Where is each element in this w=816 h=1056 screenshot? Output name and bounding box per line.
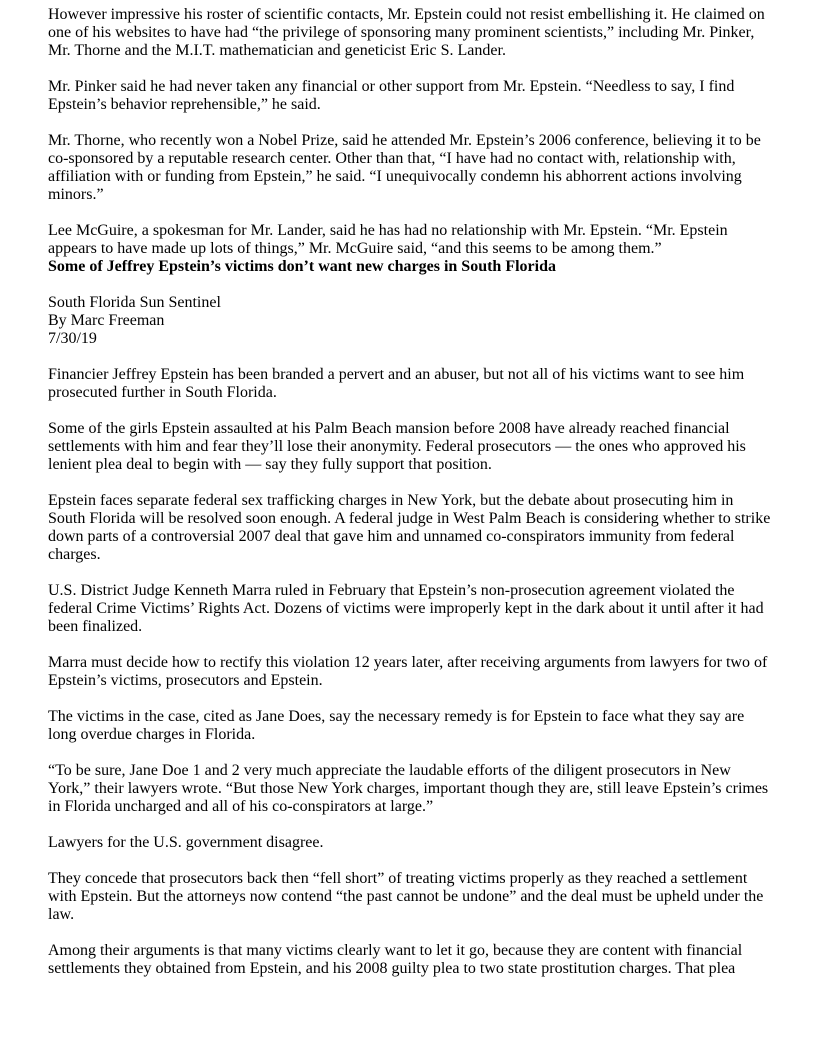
paragraph: Among their arguments is that many victims clearly want to let it go, because they are content with financial settlements they obtained from Epstein, and his 2008 guilty plea to two state prostitution charges. That plea [48, 942, 743, 977]
article-date: 7/30/19 [48, 330, 97, 347]
article-headline: Some of Jeffrey Epstein’s victims don’t want new charges in South Florida [48, 258, 556, 275]
paragraph: Lawyers for the U.S. government disagree. [48, 834, 324, 851]
paragraph: Marra must decide how to rectify this violation 12 years later, after receiving arguments from lawyers for two of Epstein’s victims, prosecutors and Epstein. [48, 654, 768, 689]
paragraph: Financier Jeffrey Epstein has been branded a pervert and an abuser, but not all of his victims want to see him prosecuted further in South Florida. [48, 366, 745, 401]
paragraph: Epstein faces separate federal sex trafficking charges in New York, but the debate about prosecuting him in South Florida will be resolved soon enough. A federal judge in West Palm Beach is considering whether to strike down parts of a controversial 2007 deal that gave him and unnamed co-conspirators immunity from federal charges. [48, 492, 771, 563]
paragraph: “To be sure, Jane Doe 1 and 2 very much appreciate the laudable efforts of the diligent prosecutors in New York,” their lawyers wrote. “But those New York charges, important though they are, still leave Epstein’s crimes in Florida uncharged and all of his co-conspirators at large.” [48, 762, 769, 815]
paragraph: Mr. Pinker said he had never taken any financial or other support from Mr. Epstein. “Needless to say, I find Epstein’s behavior reprehensible,” he said. [48, 78, 735, 113]
paragraph: U.S. District Judge Kenneth Marra ruled in February that Epstein’s non-prosecution agreement violated the federal Crime Victims’ Rights Act. Dozens of victims were improperly kept in the dark about it until after it had been finalized. [48, 582, 764, 635]
paragraph: However impressive his roster of scientific contacts, Mr. Epstein could not resist embellishing it. He claimed on one of his websites to have had “the privilege of sponsoring many prominent scientists,” including Mr. Pinker, Mr. Thorne and the M.I.T. mathematician and geneticist Eric S. Lander. [48, 6, 765, 59]
article-source: South Florida Sun Sentinel [48, 294, 221, 311]
paragraph: Mr. Thorne, who recently won a Nobel Prize, said he attended Mr. Epstein’s 2006 conference, believing it to be co-sponsored by a reputable research center. Other than that, “I have had no contact with, relationship with, affiliation with or funding from Epstein,” he said. “I unequivocally condemn his abhorrent actions involving minors.” [48, 132, 761, 203]
paragraph: Lee McGuire, a spokesman for Mr. Lander, said he has had no relationship with Mr. Epstein. “Mr. Epstein appears to have made up lots of things,” Mr. McGuire said, “and this seems to be among them.” [48, 222, 728, 257]
paragraph: The victims in the case, cited as Jane Does, say the necessary remedy is for Epstein to face what they say are long overdue charges in Florida. [48, 708, 745, 743]
article-meta [48, 294, 772, 348]
paragraph: Some of the girls Epstein assaulted at his Palm Beach mansion before 2008 have already reached financial settlements with him and fear they’ll lose their anonymity. Federal prosecutors — the ones who approved his lenient plea deal to begin with — say they fully support that position. [48, 420, 746, 473]
article-byline: By Marc Freeman [48, 312, 165, 329]
paragraph: They concede that prosecutors back then “fell short” of treating victims properly as they reached a settlement with Epstein. But the attorneys now contend “the past cannot be undone” and the deal must be upheld under the law. [48, 870, 764, 923]
document-page [48, 6, 772, 996]
